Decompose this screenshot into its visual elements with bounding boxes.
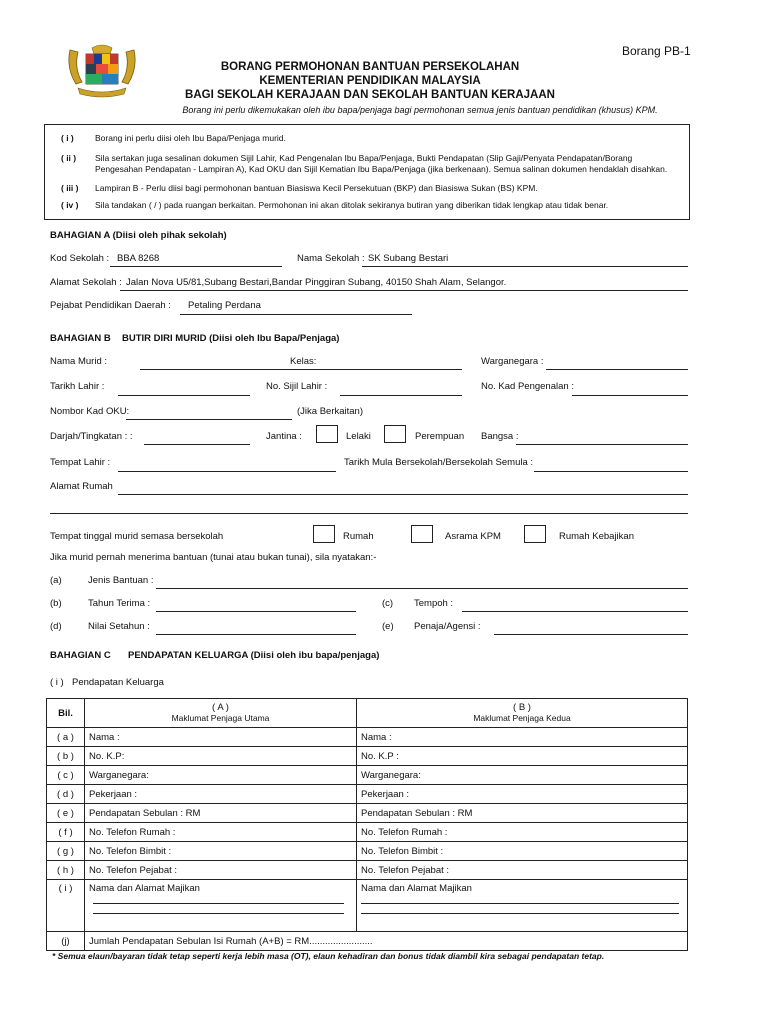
residence-hostel-checkbox[interactable] xyxy=(411,525,433,543)
female-label: Perempuan xyxy=(415,431,465,442)
class-label: Kelas: xyxy=(290,356,317,367)
aid-type-field[interactable] xyxy=(156,588,688,589)
ic-number-label: No. Kad Pengenalan : xyxy=(481,381,574,392)
home-address-field-1[interactable] xyxy=(118,494,688,495)
nationality-field[interactable] xyxy=(546,369,688,370)
table-row xyxy=(47,932,688,951)
note-ref: ( iii ) xyxy=(61,183,79,193)
birth-cert-label: No. Sijil Lahir : xyxy=(266,381,328,392)
table-row xyxy=(47,880,688,932)
guardian-a-employer-label: Nama dan Alamat Majikan xyxy=(89,883,200,894)
employer-a-line-1[interactable] xyxy=(93,894,344,904)
oku-card-label: Nombor Kad OKU: xyxy=(50,406,130,417)
aid-year-field[interactable] xyxy=(156,611,356,612)
income-sub-label: Pendapatan Keluarga xyxy=(72,677,164,688)
employer-b-line-1[interactable] xyxy=(361,894,679,904)
aid-sponsor-label: Penaja/Agensi : xyxy=(414,621,481,632)
guardian-b-home-phone[interactable]: No. Telefon Rumah : xyxy=(357,823,688,842)
col-bil-header xyxy=(47,699,85,728)
school-address-label: Alamat Sekolah : xyxy=(50,277,122,288)
guardian-b-employer-label: Nama dan Alamat Majikan xyxy=(361,883,472,894)
nationality-label: Warganegara : xyxy=(481,356,544,367)
guardian-a-name[interactable]: Nama : xyxy=(85,728,357,747)
table-row xyxy=(47,804,688,823)
table-row xyxy=(47,766,688,785)
student-name-label: Nama Murid : xyxy=(50,356,108,367)
school-code-underline xyxy=(110,266,282,267)
aid-duration-label: Tempoh : xyxy=(414,598,454,609)
school-address-value[interactable]: Jalan Nova U5/81,Subang Bestari,Bandar Pinggiran Subang, 40150 Shah Alam, Selangor. xyxy=(126,277,507,288)
col-b-code: ( B ) xyxy=(513,702,531,713)
school-code-label: Kod Sekolah : xyxy=(50,253,110,264)
employer-b-line-2[interactable] xyxy=(361,904,679,914)
birth-date-label: Tarikh Lahir : xyxy=(50,381,105,392)
col-b-title: Maklumat Penjaga Kedua xyxy=(473,713,571,723)
row-ref: ( i ) xyxy=(47,880,85,932)
guardian-b-mobile-phone[interactable]: No. Telefon Bimbit : xyxy=(357,842,688,861)
form-subtitle: Borang ini perlu dikemukakan oleh ibu bapa/penjaga bagi permohonan semua jenis bantuan pendidikan (khusus) KPM. xyxy=(182,105,658,115)
school-name-underline xyxy=(362,266,688,267)
guardian-b-nationality[interactable]: Warganegara: xyxy=(357,766,688,785)
district-office-value[interactable]: Petaling Perdana xyxy=(188,300,261,311)
note-text: Sila tandakan ( / ) pada ruangan berkaitan. Permohonan ini akan ditolak sekiranya butiran yang diberikan tidak lengkap atau tidak benar. xyxy=(95,200,609,210)
aid-sponsor-ref: (e) xyxy=(382,621,394,632)
note-ref: ( i ) xyxy=(61,133,74,143)
income-sub-ref: ( i ) xyxy=(50,677,64,688)
aid-sponsor-field[interactable] xyxy=(494,634,688,635)
guardian-b-name[interactable]: Nama : xyxy=(357,728,688,747)
student-name-field[interactable] xyxy=(140,369,462,370)
guardian-a-nationality[interactable]: Warganegara: xyxy=(85,766,357,785)
section-b-code: BAHAGIAN B xyxy=(50,333,111,344)
family-income-table xyxy=(46,698,688,951)
race-label: Bangsa : xyxy=(481,431,519,442)
guardian-a-occupation[interactable]: Pekerjaan : xyxy=(85,785,357,804)
gender-label: Jantina : xyxy=(266,431,302,442)
aid-type-label: Jenis Bantuan : xyxy=(88,575,154,586)
coat-of-arms-logo xyxy=(62,44,142,102)
oku-card-field[interactable] xyxy=(126,419,292,420)
form-title: BORANG PERMOHONAN BANTUAN PERSEKOLAHAN xyxy=(220,61,520,73)
col-a-code: ( A ) xyxy=(212,702,229,713)
aid-year-label: Tahun Terima : xyxy=(88,598,151,609)
guardian-a-income[interactable]: Pendapatan Sebulan : RM xyxy=(85,804,357,823)
birth-date-field[interactable] xyxy=(118,395,250,396)
section-c-code: BAHAGIAN C xyxy=(50,650,111,661)
table-row xyxy=(47,823,688,842)
row-ref: ( d ) xyxy=(47,785,85,804)
col-b-header xyxy=(357,699,688,728)
aid-year-ref: (b) xyxy=(50,598,62,609)
guardian-b-occupation[interactable]: Pekerjaan : xyxy=(357,785,688,804)
form-title-scope: BAGI SEKOLAH KERAJAAN DAN SEKOLAH BANTUAN KERAJAAN xyxy=(185,89,555,101)
employer-a-line-2[interactable] xyxy=(93,904,344,914)
form-code: Borang PB-1 xyxy=(622,44,691,58)
aid-value-ref: (d) xyxy=(50,621,62,632)
row-ref: ( h ) xyxy=(47,861,85,880)
school-code-value[interactable]: BBA 8268 xyxy=(117,253,160,264)
row-ref: ( f ) xyxy=(47,823,85,842)
aid-duration-ref: (c) xyxy=(382,598,394,609)
home-address-label: Alamat Rumah xyxy=(50,481,113,492)
section-c-heading: PENDAPATAN KELUARGA (Diisi oleh ibu bapa/penjaga) xyxy=(128,650,380,661)
residence-label: Tempat tinggal murid semasa bersekolah xyxy=(50,531,224,542)
residence-home-label: Rumah xyxy=(343,531,374,542)
footnote: * Semua elaun/bayaran tidak tetap seperti kerja lebih masa (OT), elaun kehadiran dan bonus tidak diambil kira sebagai pendapatan tetap. xyxy=(52,951,605,961)
home-address-field-2[interactable] xyxy=(50,513,688,514)
guardian-b-income[interactable]: Pendapatan Sebulan : RM xyxy=(357,804,688,823)
note-text: Borang ini perlu diisi oleh Ibu Bapa/Penjaga murid. xyxy=(95,133,286,143)
district-office-underline xyxy=(180,314,412,315)
school-name-label: Nama Sekolah : xyxy=(297,253,365,264)
male-checkbox[interactable] xyxy=(316,425,338,443)
table-row xyxy=(47,861,688,880)
note-text: Lampiran B - Perlu diisi bagi permohonan bantuan Biasiswa Kecil Persekutuan (BKP) dan Biasiswa Sukan (BS) KPM. xyxy=(95,183,538,193)
row-ref: ( g ) xyxy=(47,842,85,861)
table-row xyxy=(47,728,688,747)
male-label: Lelaki xyxy=(346,431,371,442)
guardian-a-employer-cell[interactable] xyxy=(85,880,357,932)
guardian-b-ic[interactable]: No. K.P : xyxy=(357,747,688,766)
birthplace-label: Tempat Lahir : xyxy=(50,457,111,468)
section-a-heading: BAHAGIAN A (Diisi oleh pihak sekolah) xyxy=(50,230,227,241)
household-income-total[interactable]: Jumlah Pendapatan Sebulan Isi Rumah (A+B) = RM........................ xyxy=(85,932,688,951)
guardian-a-home-phone[interactable]: No. Telefon Rumah : xyxy=(85,823,357,842)
section-b-heading: BUTIR DIRI MURID (Diisi oleh Ibu Bapa/Penjaga) xyxy=(122,333,340,344)
school-address-underline xyxy=(120,290,688,291)
class-level-label: Darjah/Tingkatan : : xyxy=(50,431,133,442)
aid-duration-field[interactable] xyxy=(462,611,688,612)
form-title-ministry: KEMENTERIAN PENDIDIKAN MALAYSIA xyxy=(259,75,481,87)
school-start-label: Tarikh Mula Bersekolah/Bersekolah Semula : xyxy=(344,457,534,468)
guardian-b-employer-cell[interactable] xyxy=(357,880,688,932)
oku-note: (Jika Berkaitan) xyxy=(297,406,363,417)
row-ref: (j) xyxy=(47,932,85,951)
residence-home-checkbox[interactable] xyxy=(313,525,335,543)
row-ref: ( b ) xyxy=(47,747,85,766)
race-field[interactable] xyxy=(516,444,688,445)
residence-welfare-checkbox[interactable] xyxy=(524,525,546,543)
aid-value-label: Nilai Setahun : xyxy=(88,621,150,632)
row-ref: ( a ) xyxy=(47,728,85,747)
guardian-b-office-phone[interactable]: No. Telefon Pejabat : xyxy=(357,861,688,880)
birthplace-field[interactable] xyxy=(118,471,336,472)
col-bil-label: Bil. xyxy=(58,707,73,719)
aid-intro: Jika murid pernah menerima bantuan (tunai atau bukan tunai), sila nyatakan:- xyxy=(50,552,377,563)
aid-value-field[interactable] xyxy=(156,634,356,635)
class-level-field[interactable] xyxy=(144,444,250,445)
col-a-title: Maklumat Penjaga Utama xyxy=(171,713,270,723)
school-start-field[interactable] xyxy=(534,471,688,472)
guardian-a-mobile-phone[interactable]: No. Telefon Bimbit : xyxy=(85,842,357,861)
birth-cert-field[interactable] xyxy=(340,395,462,396)
residence-hostel-label: Asrama KPM xyxy=(445,531,501,542)
row-ref: ( c ) xyxy=(47,766,85,785)
ic-number-field[interactable] xyxy=(572,395,688,396)
guardian-a-office-phone[interactable]: No. Telefon Pejabat : xyxy=(85,861,357,880)
note-ref: ( iv ) xyxy=(61,200,79,210)
note-text: Sila sertakan juga sesalinan dokumen Sijil Lahir, Kad Pengenalan Ibu Bapa/Penjaga, Bukti Pendapatan (Slip Gaji/Penyata Pendapatan/Borang Pengesahan Pendapatan - Lampiran A), Kad OKU dan Sijil Kematian Ibu Bapa/Penjaga (jika berkenaan). Semua salinan dokumen hendaklah disahkan. xyxy=(95,153,668,174)
female-checkbox[interactable] xyxy=(384,425,406,443)
table-row xyxy=(47,747,688,766)
aid-type-ref: (a) xyxy=(50,575,62,586)
table-row xyxy=(47,785,688,804)
col-a-header xyxy=(85,699,357,728)
table-row xyxy=(47,842,688,861)
residence-welfare-label: Rumah Kebajikan xyxy=(559,531,634,542)
guardian-a-ic[interactable]: No. K.P: xyxy=(85,747,357,766)
school-name-value[interactable]: SK Subang Bestari xyxy=(368,253,449,264)
note-ref: ( ii ) xyxy=(61,153,77,163)
instructions-box xyxy=(44,124,690,220)
row-ref: ( e ) xyxy=(47,804,85,823)
district-office-label: Pejabat Pendidikan Daerah : xyxy=(50,300,171,311)
